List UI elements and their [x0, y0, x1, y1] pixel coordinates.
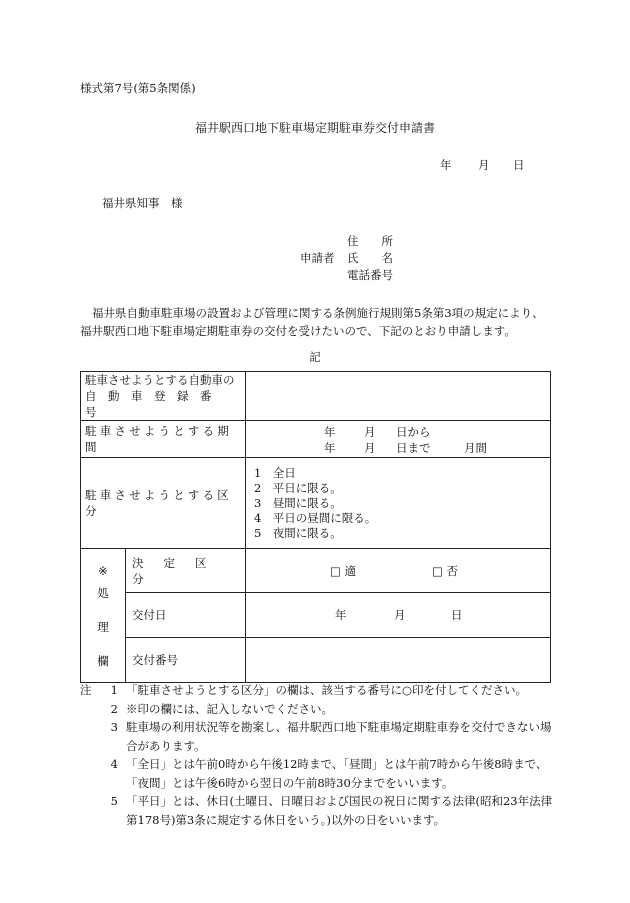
- processing-char-2: 理: [97, 619, 109, 634]
- issue-date-year: 年: [334, 608, 347, 622]
- note-num-5: 5: [110, 794, 118, 808]
- registration-label-cell: [81, 372, 246, 421]
- issue-number-row: [81, 638, 551, 683]
- applicant-label: 申請者: [300, 251, 335, 265]
- note-text-5: 「平日」とは、休日(土曜日、日曜日および国民の祝日に関する法律(昭和23年法律第178号)第3条に規定する休日をいう。)以外の日をいいます。: [126, 794, 553, 827]
- period-row: [81, 421, 551, 458]
- period-label-cell: [81, 421, 246, 458]
- body-line-2: 福井駅西口地下駐車場定期駐車券の交付を受けたいので、下記のとおり申請します。: [80, 324, 516, 338]
- decision-label-cell: [125, 549, 245, 593]
- processing-column: [81, 549, 126, 683]
- period-label: 駐車させようとする期間: [85, 424, 232, 454]
- issue-number-label: 交付番号: [131, 653, 178, 667]
- document-title: 福井駅西口地下駐車場定期駐車券交付申請書: [194, 121, 435, 135]
- note-num-3: 3: [110, 720, 118, 734]
- category-row: [81, 458, 551, 549]
- period-from-year: 年: [323, 424, 336, 439]
- note-text-1: 「駐車させようとする区分」の欄は、該当する番号に○印を付してください。: [126, 683, 528, 697]
- ki-heading: 記: [309, 350, 321, 364]
- issue-date-label-cell: [125, 593, 245, 638]
- category-label: 駐車させようとする区分: [85, 488, 232, 518]
- processing-char-3: 欄: [97, 653, 109, 668]
- issue-date-label: 交付日: [131, 608, 167, 622]
- note-text-3: 駐車場の利用状況等を勘案し、福井駅西口地下駐車場定期駐車券を交付できない場合があります。: [126, 720, 552, 753]
- issue-date-row: [81, 593, 551, 638]
- note-num-2: 2: [110, 701, 118, 716]
- period-from-day: 日から: [395, 424, 431, 439]
- category-options-cell: [245, 458, 550, 549]
- form-number: 様式第7号(第5条関係): [80, 81, 196, 95]
- issue-date-day: 日: [450, 608, 463, 622]
- category-label-cell: [81, 458, 246, 549]
- note-item-1: [80, 681, 555, 700]
- date-month: 月: [478, 158, 490, 172]
- note-num-1: 1: [110, 683, 118, 697]
- application-table: [80, 371, 551, 683]
- decision-ok-checkbox[interactable]: □ 適: [329, 563, 356, 578]
- date-year: 年: [440, 158, 452, 172]
- issue-number-field[interactable]: [245, 638, 550, 683]
- note-item-3: [80, 718, 555, 755]
- notes: [80, 681, 555, 829]
- decision-row: [81, 549, 551, 593]
- category-option-3[interactable]: 3 昼間に限る。: [253, 495, 342, 510]
- period-from-month: 月: [363, 424, 376, 439]
- period-months: 月間: [463, 440, 487, 455]
- issue-date-month: 月: [393, 608, 406, 622]
- processing-char-1: 処: [97, 585, 109, 600]
- note-item-2: [80, 700, 555, 719]
- note-text-2: ※印の欄には、記入しないでください。: [126, 701, 333, 716]
- category-option-1[interactable]: 1 全日: [253, 465, 296, 480]
- decision-field: [245, 549, 550, 593]
- issue-number-label-cell: [125, 638, 245, 683]
- category-option-5[interactable]: 5 夜間に限る。: [253, 525, 342, 540]
- period-to-day: 日まで: [395, 440, 431, 455]
- phone-label: 電話番号: [347, 268, 393, 282]
- period-to-year: 年: [323, 440, 336, 455]
- notes-prefix: 注: [80, 683, 92, 697]
- name-label: 氏 名: [347, 251, 393, 265]
- note-text-4: 「全日」とは午前0時から午後12時まで、「昼間」とは午前7時から午後8時まで、「夜間」とは午後6時から翌日の午前8時30分までをいいます。: [126, 757, 548, 790]
- decision-label-text: 決定区分: [131, 555, 227, 586]
- date-day: 日: [513, 158, 525, 172]
- decision-label: [126, 555, 245, 587]
- registration-label-line2: 自動車登録番号: [85, 389, 223, 419]
- note-item-5: [80, 792, 555, 829]
- registration-label-line1: 駐車させようとする自動車の: [85, 373, 235, 387]
- note-num-4: 4: [110, 757, 118, 771]
- note-item-4: [80, 755, 555, 792]
- category-option-2[interactable]: 2 平日に限る。: [253, 480, 342, 495]
- period-field[interactable]: [245, 421, 550, 458]
- body-line-1: 福井県自動車駐車場の設置および管理に関する条例施行規則第5条第3項の規定により、: [92, 306, 544, 320]
- addressee: 福井県知事 様: [102, 196, 183, 210]
- address-label: 住 所: [347, 234, 393, 248]
- processing-mark: ※: [98, 563, 108, 578]
- issue-date-field[interactable]: [245, 593, 550, 638]
- registration-number-field[interactable]: [245, 372, 550, 421]
- period-to-month: 月: [363, 440, 376, 455]
- decision-ng-checkbox[interactable]: □ 否: [431, 563, 458, 578]
- category-option-4[interactable]: 4 平日の昼間に限る。: [253, 510, 377, 525]
- registration-row: [81, 372, 551, 421]
